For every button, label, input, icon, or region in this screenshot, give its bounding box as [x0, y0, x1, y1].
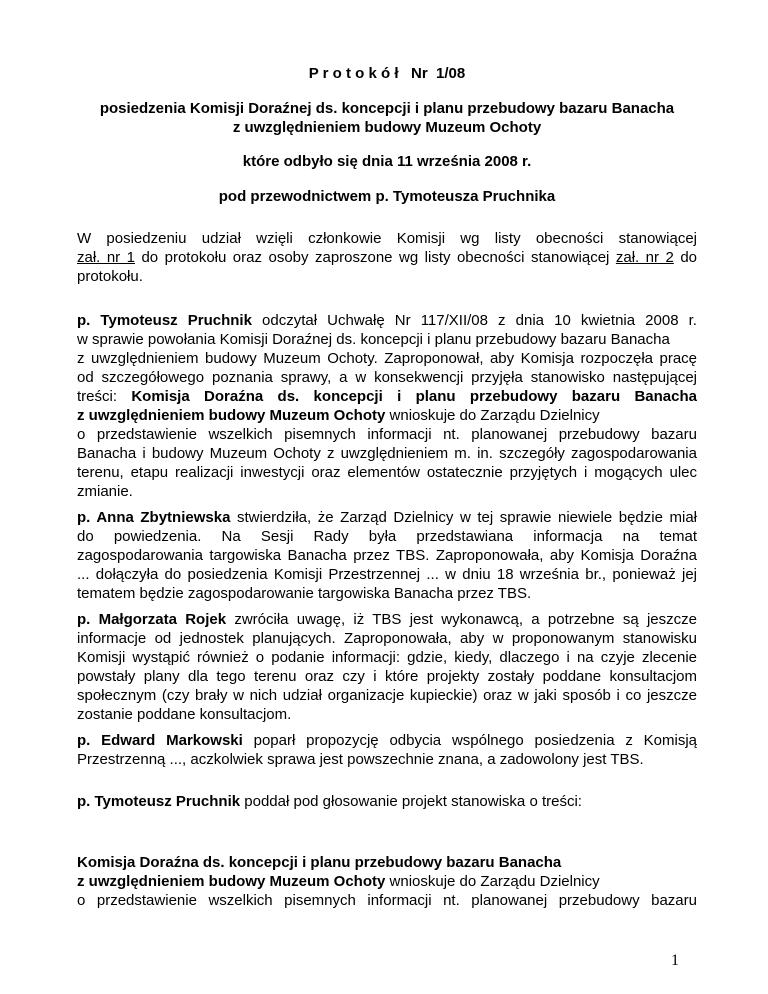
speaker-name: p. Małgorzata Rojek	[77, 611, 227, 628]
paragraph-markowski: p. Edward Markowski poparł propozycję odbycia wspólnego posiedzenia z Komisją Przestrzenną ..., aczkolwiek sprawa jest powszechnie znana, a zadowolony jest TBS.	[77, 732, 697, 768]
paragraph-rojek: p. Małgorzata Rojek zwróciła uwagę, iż TBS jest wykonawcą, a potrzebne są jeszcze informacje od jednostek planujących. Zaproponowała, aby w proponowanym stanowisku Komisji wystąpić również o podanie informacji: gdzie, kiedy, dlaczego i na czyje zlecenie powstały plany dla tego terenu oraz czy i które projekty zostały poddane konsultacjom społecznym (czy brały w nich udział organizacje kupieckie) oraz w jaki sposób i co jeszcze zostanie poddane konsultacjom.	[77, 611, 697, 723]
protocol-subtitle: posiedzenia Komisji Doraźnej ds. koncepcji i planu przebudowy bazaru Banacha z uwzględnieniem budowy Muzeum Ochoty	[99, 100, 675, 136]
attachment-1-ref: zał. nr 1	[77, 249, 135, 266]
paragraph-proposed-position: Komisja Doraźna ds. koncepcji i planu przebudowy bazaru Banacha z uwzględnieniem budowy Muzeum Ochoty wnioskuje do Zarządu Dzielnicy o przedstawienie wszelkich pisemnych informacji nt. planowanej przebudowy bazaru	[77, 854, 697, 909]
speaker-name: p. Edward Markowski	[77, 732, 243, 749]
speaker-name: p. Tymoteusz Pruchnik	[77, 793, 241, 810]
chairperson-line: pod przewodnictwem p. Tymoteusza Pruchnika	[218, 188, 556, 205]
document-page	[77, 0, 697, 994]
paragraph-zbytniewska: p. Anna Zbytniewska stwierdziła, że Zarząd Dzielnicy w tej sprawie niewiele będzie miał do powiedzenia. Na Sesji Rady była przedstawiana informacja na temat zagospodarowania targowiska Banacha przez TBS. Zaproponowała, aby Komisja Doraźna ... dołączyła do posiedzenia Komisji Przestrzennej ... w dniu 18 września br., ponieważ jej tematem będzie zagospodarowanie targowiska Banacha przez TBS.	[77, 509, 697, 602]
intro-paragraph: W posiedzeniu udział wzięli członkowie Komisji wg listy obecności stanowiącej zał. nr 1 do protokołu oraz osoby zaproszone wg listy obecności stanowiącej zał. nr 2 do protokołu.	[77, 230, 698, 285]
paragraph-pruchnik-2: p. Tymoteusz Pruchnik poddał pod głosowanie projekt stanowiska o treści:	[77, 793, 582, 810]
speaker-name: p. Anna Zbytniewska	[77, 509, 231, 526]
attachment-2-ref: zał. nr 2	[615, 249, 674, 266]
meeting-date: które odbyło się dnia 11 września 2008 r.	[242, 153, 532, 170]
paragraph-pruchnik-1: p. Tymoteusz Pruchnik odczytał Uchwałę Nr 117/XII/08 z dnia 10 kwietnia 2008 r. w sprawie powołania Komisji Doraźnej ds. koncepcji i planu przebudowy bazaru Banacha z uwzględnieniem budowy Muzeum Ochoty. Zaproponował, aby Komisja rozpoczęła pracę od szczegółowego poznania sprawy, a w konsekwencji przyjęła stanowisko następującej treści: Komisja Doraźna ds. koncepcji i planu przebudowy bazaru Banacha z uwzględnieniem budowy Muzeum Ochoty wnioskuje do Zarządu Dzielnicy o przedstawienie wszelkich pisemnych informacji nt. planowanej przebudowy bazaru Banacha i budowy Muzeum Ochoty z uwzględnieniem m. in. szczegóły zagospodarowania terenu, etapu realizacji inwestycji oraz elementów ostatecznie przyjętych i mogących ulec zmianie.	[77, 312, 697, 500]
page-number: 1	[671, 952, 679, 969]
protocol-title: P r o t o k ó ł Nr 1/08	[308, 65, 466, 82]
speaker-name: p. Tymoteusz Pruchnik	[77, 312, 252, 329]
